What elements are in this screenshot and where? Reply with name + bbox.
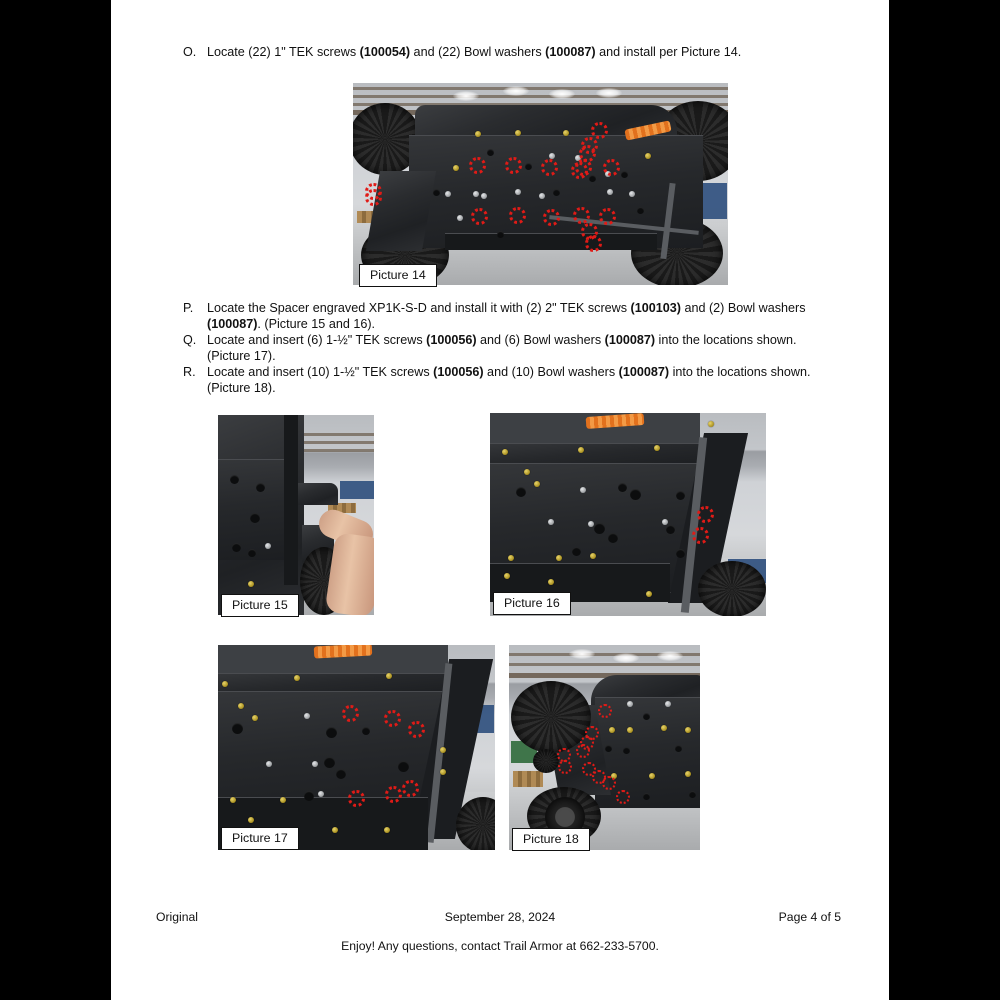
- footer-contact-note: Enjoy! Any questions, contact Trail Armor at 662-233-5700.: [341, 939, 659, 953]
- step-text-run: into the locations shown. (Picture 17).: [207, 333, 797, 363]
- screw-marker: [692, 527, 709, 544]
- screw-marker: [602, 776, 616, 790]
- step-list-mid: [183, 300, 843, 396]
- step-item: [183, 300, 843, 332]
- screw-marker: [365, 189, 382, 206]
- step-item: [183, 332, 843, 364]
- part-number: (100056): [433, 365, 484, 379]
- step-text-run: Locate and insert (6) 1-½" TEK screws: [207, 333, 427, 347]
- screw-marker: [585, 235, 602, 252]
- part-number: (100087): [604, 333, 656, 347]
- photo-picture-14: [353, 83, 728, 285]
- photo-picture-15: [218, 415, 374, 615]
- screw-marker: [591, 122, 608, 139]
- screw-marker: [402, 780, 419, 797]
- step-item: [183, 44, 843, 60]
- screw-marker: [505, 157, 522, 174]
- part-number: (100054): [359, 45, 411, 59]
- step-text-run: and (10) Bowl washers: [483, 365, 619, 379]
- screw-marker: [616, 790, 630, 804]
- step-letter: P.: [183, 301, 194, 315]
- screw-marker: [599, 208, 616, 225]
- screw-marker: [543, 209, 560, 226]
- caption-picture-16: Picture 16: [493, 592, 571, 615]
- screw-marker: [342, 705, 359, 722]
- step-text: [207, 364, 843, 396]
- screw-marker: [384, 710, 401, 727]
- caption-picture-17: Picture 17: [221, 827, 299, 850]
- step-text: [207, 332, 843, 364]
- figure-picture-14: [353, 83, 728, 285]
- step-letter: O.: [183, 45, 197, 59]
- part-number: (100087): [618, 365, 670, 379]
- caption-picture-14: Picture 14: [359, 264, 437, 287]
- part-number: (100103): [630, 301, 681, 315]
- screw-marker: [573, 207, 590, 224]
- step-item: [183, 364, 843, 396]
- step-text-run: Locate and insert (10) 1-½" TEK screws: [207, 365, 434, 379]
- screw-marker: [385, 786, 402, 803]
- step-text-run: and (6) Bowl washers: [476, 333, 605, 347]
- step-text-run: Locate (22) 1" TEK screws: [207, 45, 360, 59]
- document-page: [111, 0, 889, 1000]
- step-letter: Q.: [183, 333, 197, 347]
- figure-picture-18: [509, 645, 700, 850]
- footer-date: September 28, 2024: [444, 910, 556, 924]
- step-text: [207, 44, 843, 60]
- step-text-run: and (2) Bowl washers: [680, 301, 806, 315]
- step-text-run: Locate the Spacer engraved XP1K-S-D and install it with (2) 2" TEK screws: [207, 301, 631, 315]
- footer-revision: Original: [156, 910, 198, 924]
- figure-picture-16: [490, 413, 766, 616]
- screw-marker: [348, 790, 365, 807]
- screw-marker: [469, 157, 486, 174]
- photo-picture-16: [490, 413, 766, 616]
- step-text: [207, 300, 843, 332]
- figure-picture-15: [218, 415, 374, 615]
- screw-marker: [408, 721, 425, 738]
- step-text-run: . (Picture 15 and 16).: [257, 317, 376, 331]
- caption-picture-18: Picture 18: [512, 828, 590, 851]
- screw-marker: [576, 744, 590, 758]
- screw-marker: [509, 207, 526, 224]
- part-number: (100087): [207, 317, 258, 331]
- screw-marker: [558, 760, 572, 774]
- part-number: (100087): [545, 45, 596, 59]
- screw-marker: [697, 506, 714, 523]
- screw-marker: [598, 704, 612, 718]
- screw-marker: [541, 159, 558, 176]
- step-text-run: and (22) Bowl washers: [410, 45, 546, 59]
- photo-picture-18: [509, 645, 700, 850]
- screw-marker: [571, 162, 588, 179]
- caption-picture-15: Picture 15: [221, 594, 299, 617]
- step-text-run: and install per Picture 14.: [595, 45, 742, 59]
- figure-picture-17: [218, 645, 495, 850]
- photo-picture-17: [218, 645, 495, 850]
- footer-page-number: Page 4 of 5: [778, 910, 841, 924]
- part-number: (100056): [426, 333, 477, 347]
- screw-marker: [471, 208, 488, 225]
- screw-marker: [603, 159, 620, 176]
- step-text-run: into the locations shown. (Picture 18).: [207, 365, 811, 395]
- step-letter: R.: [183, 365, 196, 379]
- step-list-top: [183, 44, 843, 60]
